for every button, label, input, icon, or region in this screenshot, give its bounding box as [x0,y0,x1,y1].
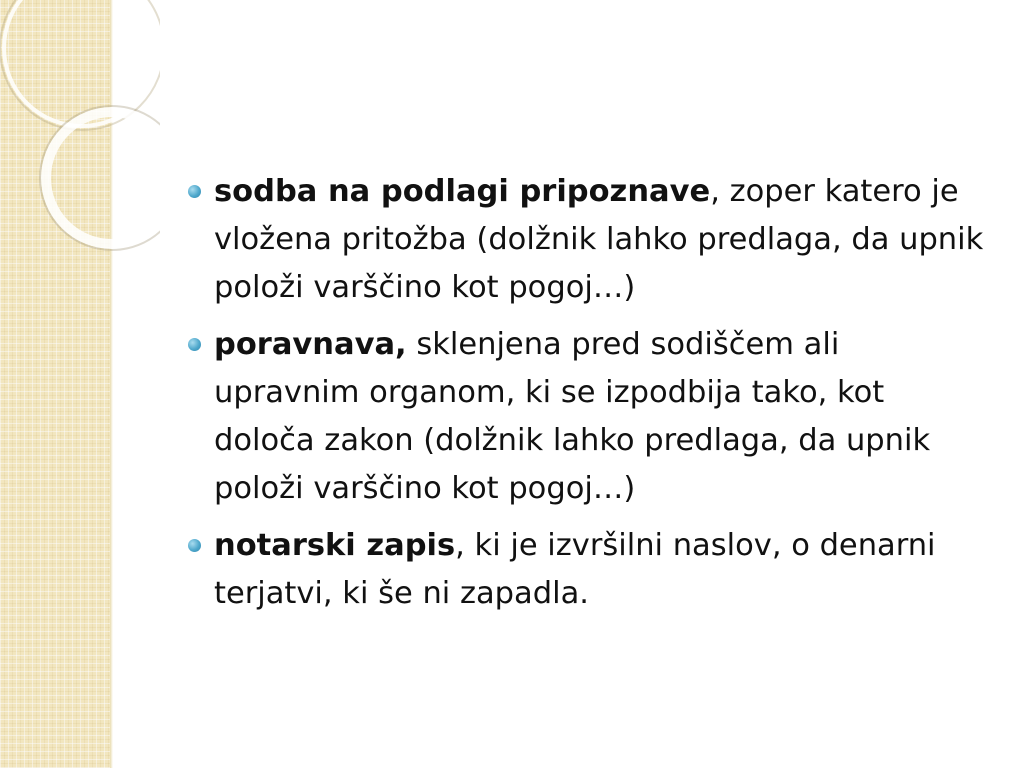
bullet-dot-icon [188,539,201,552]
bullet-dot-icon [188,185,201,198]
bullet-item-notarski-zapis [188,522,988,618]
decorative-side-panel [0,0,112,768]
bullet-text: , ki je izvršilni naslov, o denarni terjatvi, ki še ni zapadla. [214,528,936,611]
bullet-text: , zoper katero je vložena pritožba (dolžnik lahko predlaga, da upnik položi varščino kot pogoj…) [214,174,984,305]
bullet-item-sodba [188,168,988,312]
bullet-bold-term: sodba na podlagi pripoznave [214,174,711,209]
slide-content [188,168,988,627]
side-panel-edge [110,0,113,768]
bullet-bold-term: notarski zapis [214,528,456,563]
bullet-bold-term: poravnava, [214,327,407,362]
bullet-list [188,168,988,618]
bullet-item-poravnava [188,321,988,513]
bullet-dot-icon [188,338,201,351]
bullet-text: sklenjena pred sodiščem ali upravnim organom, ki se izpodbija tako, kot določa zakon (dolžnik lahko predlaga, da upnik položi varščino kot pogoj…) [214,327,931,506]
